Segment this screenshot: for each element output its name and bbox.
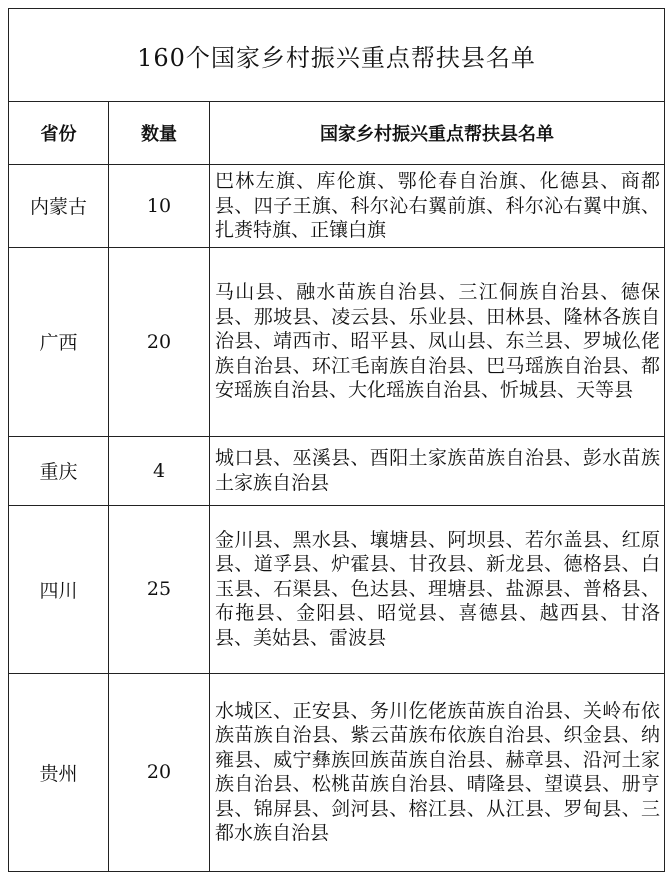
header-province: 省份: [9, 102, 109, 165]
count-cell: 4: [109, 436, 210, 505]
table-row: [9, 165, 665, 248]
province-cell: 四川: [9, 505, 109, 673]
count-cell: 20: [109, 247, 210, 436]
province-cell: 广西: [9, 247, 109, 436]
province-cell: 贵州: [9, 673, 109, 871]
table-title: 160个国家乡村振兴重点帮扶县名单: [9, 9, 665, 102]
count-cell: 20: [109, 673, 210, 871]
header-count: 数量: [109, 102, 210, 165]
table-row: [9, 673, 665, 871]
county-list-cell: 马山县、融水苗族自治县、三江侗族自治县、德保县、那坡县、凌云县、乐业县、田林县、隆林各族自治县、靖西市、昭平县、凤山县、东兰县、罗城仫佬族自治县、环江毛南族自治县、巴马瑶族自治县、都安瑶族自治县、大化瑶族自治县、忻城县、天等县: [210, 247, 665, 436]
county-list-cell: 巴林左旗、库伦旗、鄂伦春自治旗、化德县、商都县、四子王旗、科尔沁右翼前旗、科尔沁右翼中旗、扎赉特旗、正镶白旗: [210, 165, 665, 248]
table-row: [9, 505, 665, 673]
county-list-cell: 水城区、正安县、务川仡佬族苗族自治县、关岭布依族苗族自治县、紫云苗族布依族自治县、织金县、纳雍县、威宁彝族回族苗族自治县、赫章县、沿河土家族自治县、松桃苗族自治县、晴隆县、望谟县、册亨县、锦屏县、剑河县、榕江县、从江县、罗甸县、三都水族自治县: [210, 673, 665, 871]
county-list-cell: 金川县、黑水县、壤塘县、阿坝县、若尔盖县、红原县、道孚县、炉霍县、甘孜县、新龙县、德格县、白玉县、石渠县、色达县、理塘县、盐源县、普格县、布拖县、金阳县、昭觉县、喜德县、越西县、甘洛县、美姑县、雷波县: [210, 505, 665, 673]
province-cell: 内蒙古: [9, 165, 109, 248]
county-list-cell: 城口县、巫溪县、酉阳土家族苗族自治县、彭水苗族土家族自治县: [210, 436, 665, 505]
count-cell: 10: [109, 165, 210, 248]
title-row: [9, 9, 665, 102]
header-list: 国家乡村振兴重点帮扶县名单: [210, 102, 665, 165]
header-row: [9, 102, 665, 165]
table-row: [9, 436, 665, 505]
count-cell: 25: [109, 505, 210, 673]
table-row: [9, 247, 665, 436]
province-cell: 重庆: [9, 436, 109, 505]
county-list-table: [8, 8, 665, 872]
